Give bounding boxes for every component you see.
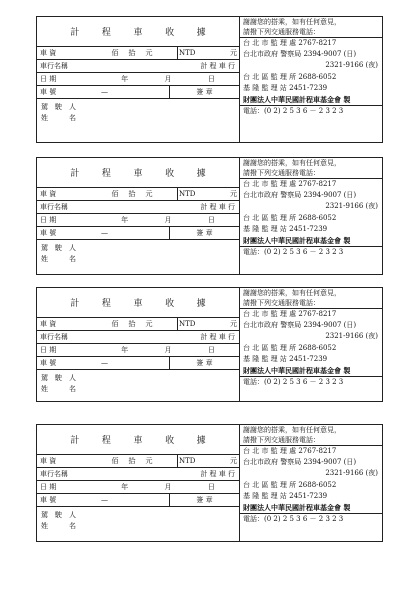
service-info bbox=[240, 158, 382, 274]
receipt-form bbox=[37, 17, 240, 142]
day-label: 日 bbox=[207, 483, 215, 491]
fare-unit: 元 bbox=[230, 49, 237, 57]
driver-label-line: 姓 名 bbox=[41, 521, 76, 530]
receipt-title bbox=[37, 158, 239, 188]
foundation-phone: 電話：(0 2) 2 5 3 6 － 2 3 2 3 bbox=[240, 105, 382, 117]
month-label: 月 bbox=[164, 346, 172, 354]
phone-line: 台北市政府 警察局 2394-9007 (日) bbox=[243, 50, 357, 59]
service-info bbox=[240, 288, 382, 401]
title-char: 車 bbox=[133, 169, 143, 179]
driver-label-line: 駕 駛 人 bbox=[41, 510, 76, 519]
phone-line: 台北市政府 警察局 2394-9007 (日) bbox=[243, 191, 357, 200]
title-char: 計 bbox=[70, 169, 80, 179]
title-char: 程 bbox=[101, 169, 111, 179]
receipt-title bbox=[37, 17, 239, 47]
year-label: 年 bbox=[121, 346, 129, 354]
fare-unit: 元 bbox=[230, 457, 237, 465]
company-row bbox=[37, 468, 239, 481]
company-label: 車行名稱 bbox=[40, 333, 68, 341]
driver-label-line: 駕 駛 人 bbox=[41, 373, 76, 382]
phone-line: 台 北 市 監 理 處 2767-8217 bbox=[243, 39, 337, 47]
service-info bbox=[240, 17, 382, 142]
thanks-text: 謝謝您的搭乘，如有任何意見， bbox=[243, 159, 341, 167]
plate-field[interactable]: — bbox=[101, 496, 108, 504]
driver-row bbox=[37, 240, 239, 267]
title-char: 計 bbox=[70, 299, 80, 309]
phone-line: 台北市政府 警察局 2394-9007 (日) bbox=[243, 321, 357, 330]
plate-row bbox=[37, 227, 239, 240]
fare-row bbox=[37, 318, 239, 331]
day-label: 日 bbox=[207, 346, 215, 354]
fare-amount-field[interactable]: 佰拾元 bbox=[111, 49, 163, 57]
fare-row bbox=[37, 47, 239, 60]
taxi-receipt bbox=[36, 157, 383, 275]
company-label: 車行名稱 bbox=[40, 203, 68, 211]
plate-row bbox=[37, 86, 239, 99]
phone-line: 基 隆 監 理 站 2451-7239 bbox=[243, 491, 328, 500]
receipt-title bbox=[37, 425, 239, 455]
title-char: 計 bbox=[70, 28, 80, 38]
phone-line: 2321-9166 (夜) bbox=[325, 202, 378, 211]
fare-row bbox=[37, 455, 239, 468]
date-field[interactable] bbox=[97, 344, 239, 356]
taxi-receipt bbox=[36, 287, 383, 402]
title-char: 據 bbox=[196, 28, 206, 38]
receipt-form bbox=[37, 288, 240, 401]
driver-name-label bbox=[37, 240, 97, 267]
month-label: 月 bbox=[164, 483, 172, 491]
phone-line: 台 北 區 監 理 所 2688-6052 bbox=[243, 343, 337, 352]
fare-ntd-field[interactable]: NTD bbox=[177, 47, 227, 59]
company-row bbox=[37, 331, 239, 344]
signature-label: 簽 章 bbox=[169, 357, 239, 369]
fare-label: 車 資 bbox=[40, 457, 57, 465]
plate-field[interactable]: — bbox=[101, 359, 108, 367]
day-label: 日 bbox=[207, 216, 215, 224]
company-row bbox=[37, 201, 239, 214]
title-char: 收 bbox=[165, 169, 175, 179]
driver-row bbox=[37, 507, 239, 534]
fare-row bbox=[37, 188, 239, 201]
phone-line: 2321-9166 (夜) bbox=[325, 61, 378, 70]
fare-label: 車 資 bbox=[40, 49, 57, 57]
date-label: 日 期 bbox=[40, 216, 57, 224]
driver-label-line: 姓 名 bbox=[41, 113, 76, 122]
thanks-text: 請撥下列交通服務電話： bbox=[240, 27, 382, 38]
title-char: 計 bbox=[70, 436, 80, 446]
driver-row bbox=[37, 99, 239, 126]
year-label: 年 bbox=[121, 75, 129, 83]
plate-field[interactable]: — bbox=[101, 229, 108, 237]
company-field[interactable]: 計 程 車 行 bbox=[200, 470, 235, 478]
plate-field[interactable]: — bbox=[101, 88, 108, 96]
driver-label-line: 姓 名 bbox=[41, 384, 76, 393]
plate-row bbox=[37, 357, 239, 370]
foundation-name: 財團法人中華民國計程車基金會 製 bbox=[243, 236, 351, 246]
signature-label: 簽 章 bbox=[169, 227, 239, 239]
date-row bbox=[37, 344, 239, 357]
taxi-receipt bbox=[36, 424, 383, 542]
phone-line: 台 北 市 監 理 處 2767-8217 bbox=[243, 310, 337, 318]
driver-label-line: 駕 駛 人 bbox=[41, 102, 76, 111]
month-label: 月 bbox=[164, 75, 172, 83]
foundation-name: 財團法人中華民國計程車基金會 製 bbox=[243, 366, 351, 376]
company-label: 車行名稱 bbox=[40, 62, 68, 70]
date-row bbox=[37, 214, 239, 227]
fare-ntd-field[interactable]: NTD bbox=[177, 318, 227, 330]
fare-label: 車 資 bbox=[40, 190, 57, 198]
company-row bbox=[37, 60, 239, 73]
fare-amount-field[interactable]: 佰拾元 bbox=[111, 320, 163, 328]
date-field[interactable] bbox=[97, 73, 239, 85]
phone-line: 台 北 區 監 理 所 2688-6052 bbox=[243, 480, 337, 489]
thanks-text: 請撥下列交通服務電話： bbox=[240, 168, 382, 179]
signature-label: 簽 章 bbox=[169, 494, 239, 506]
date-label: 日 期 bbox=[40, 483, 57, 491]
title-char: 據 bbox=[196, 299, 206, 309]
driver-row bbox=[37, 370, 239, 397]
foundation-phone: 電話：(0 2) 2 5 3 6 － 2 3 2 3 bbox=[240, 376, 382, 388]
foundation-name: 財團法人中華民國計程車基金會 製 bbox=[243, 503, 351, 513]
phone-line: 台 北 區 監 理 所 2688-6052 bbox=[243, 213, 337, 222]
phone-line: 台北市政府 警察局 2394-9007 (日) bbox=[243, 458, 357, 467]
taxi-receipt bbox=[36, 16, 383, 143]
fare-ntd-field[interactable]: NTD bbox=[177, 188, 227, 200]
title-char: 車 bbox=[133, 436, 143, 446]
company-field[interactable]: 計 程 車 行 bbox=[200, 203, 235, 211]
title-char: 車 bbox=[133, 28, 143, 38]
company-label: 車行名稱 bbox=[40, 470, 68, 478]
driver-name-label bbox=[37, 99, 97, 126]
title-char: 程 bbox=[101, 299, 111, 309]
phone-line: 基 隆 監 理 站 2451-7239 bbox=[243, 83, 328, 92]
receipt-form bbox=[37, 425, 240, 541]
plate-row bbox=[37, 494, 239, 507]
phone-line: 2321-9166 (夜) bbox=[325, 469, 378, 478]
fare-label: 車 資 bbox=[40, 320, 57, 328]
company-field[interactable]: 計 程 車 行 bbox=[200, 62, 235, 70]
phone-line: 台 北 區 監 理 所 2688-6052 bbox=[243, 72, 337, 81]
title-char: 車 bbox=[133, 299, 143, 309]
thanks-text: 謝謝您的搭乘，如有任何意見， bbox=[243, 18, 341, 26]
company-field[interactable]: 計 程 車 行 bbox=[200, 333, 235, 341]
date-label: 日 期 bbox=[40, 346, 57, 354]
service-info bbox=[240, 425, 382, 541]
driver-name-label bbox=[37, 370, 97, 397]
fare-amount-field[interactable]: 佰拾元 bbox=[111, 457, 163, 465]
receipt-title bbox=[37, 288, 239, 318]
year-label: 年 bbox=[121, 216, 129, 224]
plate-label: 車 號 bbox=[40, 359, 57, 367]
date-label: 日 期 bbox=[40, 75, 57, 83]
plate-label: 車 號 bbox=[40, 229, 57, 237]
fare-ntd-field[interactable]: NTD bbox=[177, 455, 227, 467]
phone-line: 基 隆 監 理 站 2451-7239 bbox=[243, 354, 328, 363]
phone-line: 台 北 市 監 理 處 2767-8217 bbox=[243, 180, 337, 188]
driver-label-line: 駕 駛 人 bbox=[41, 243, 76, 252]
phone-line: 2321-9166 (夜) bbox=[325, 332, 378, 341]
year-label: 年 bbox=[121, 483, 129, 491]
fare-unit: 元 bbox=[230, 320, 237, 328]
title-char: 收 bbox=[165, 299, 175, 309]
foundation-phone: 電話：(0 2) 2 5 3 6 － 2 3 2 3 bbox=[240, 513, 382, 525]
date-field[interactable] bbox=[97, 214, 239, 226]
receipt-form bbox=[37, 158, 240, 274]
fare-unit: 元 bbox=[230, 190, 237, 198]
title-char: 收 bbox=[165, 436, 175, 446]
thanks-text: 請撥下列交通服務電話： bbox=[240, 435, 382, 446]
plate-label: 車 號 bbox=[40, 88, 57, 96]
title-char: 據 bbox=[196, 436, 206, 446]
plate-label: 車 號 bbox=[40, 496, 57, 504]
driver-label-line: 姓 名 bbox=[41, 254, 76, 263]
thanks-text: 謝謝您的搭乘，如有任何意見， bbox=[243, 289, 341, 297]
thanks-text: 請撥下列交通服務電話： bbox=[240, 298, 382, 309]
thanks-text: 謝謝您的搭乘，如有任何意見， bbox=[243, 426, 341, 434]
phone-line: 台 北 市 監 理 處 2767-8217 bbox=[243, 447, 337, 455]
month-label: 月 bbox=[164, 216, 172, 224]
foundation-phone: 電話：(0 2) 2 5 3 6 － 2 3 2 3 bbox=[240, 246, 382, 258]
title-char: 程 bbox=[101, 436, 111, 446]
date-field[interactable] bbox=[97, 481, 239, 493]
driver-name-label bbox=[37, 507, 97, 534]
date-row bbox=[37, 481, 239, 494]
signature-label: 簽 章 bbox=[169, 86, 239, 98]
title-char: 收 bbox=[165, 28, 175, 38]
title-char: 程 bbox=[101, 28, 111, 38]
day-label: 日 bbox=[207, 75, 215, 83]
fare-amount-field[interactable]: 佰拾元 bbox=[111, 190, 163, 198]
date-row bbox=[37, 73, 239, 86]
foundation-name: 財團法人中華民國計程車基金會 製 bbox=[243, 95, 351, 105]
title-char: 據 bbox=[196, 169, 206, 179]
phone-line: 基 隆 監 理 站 2451-7239 bbox=[243, 224, 328, 233]
